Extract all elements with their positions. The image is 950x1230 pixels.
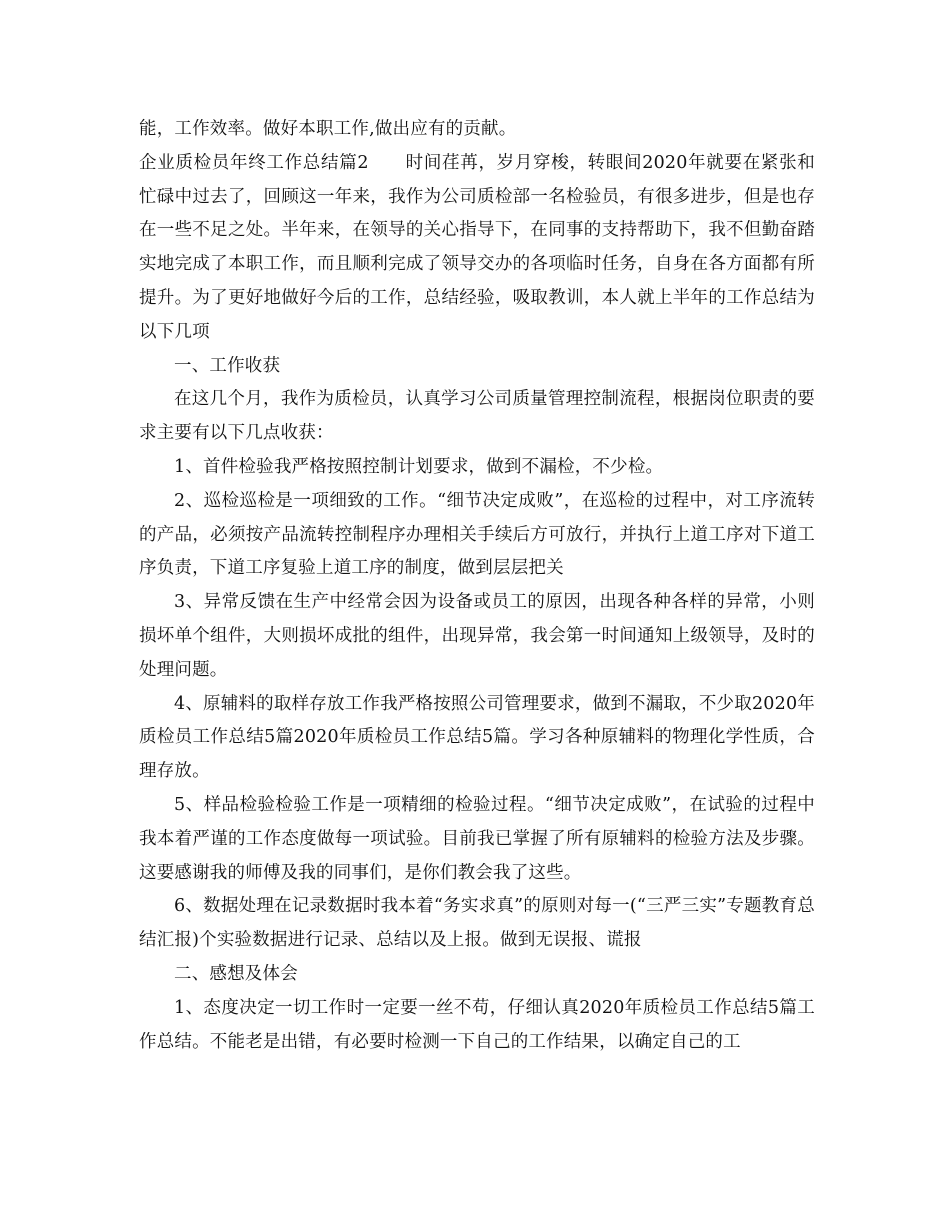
paragraph-1: 能，工作效率。做好本职工作,做出应有的贡献。: [139, 119, 517, 139]
list-item-6: 6、数据处理在记录数据时我本着“务实求真”的原则对每一(“三严三实”专题教育总结汇报)个实验数据进行记录、总结以及上报。做到无误报、谎报: [139, 896, 815, 951]
list-item-2: 2、巡检巡检是一项细致的工作。“细节决定成败”，在巡检的过程中，对工序流转的产品，必须按产品流转控制程序办理相关手续后方可放行，并执行上道工序对下道工序负责，下道工序复验上道工序的制度，做到层层把关: [139, 490, 815, 579]
paragraph-3: 在这几个月，我作为质检员，认真学习公司质量管理控制流程，根据岗位职责的要求主要有以下几点收获：: [139, 389, 815, 444]
section-heading-2: 二、感想及体会: [174, 963, 298, 984]
list-item-3: 3、异常反馈在生产中经常会因为设备或员工的原因，出现各种各样的异常，小则损坏单个组件，大则损坏成批的组件，出现异常，我会第一时间通知上级领导，及时的处理问题。: [139, 592, 815, 680]
list-item-4: 4、原辅料的取样存放工作我严格按照公司管理要求，做到不漏取，不少取2020年质检员工作总结5篇2020年质检员工作总结5篇。学习各种原辅料的物理化学性质，合理存放。: [139, 693, 815, 782]
list-item-7: 1、态度决定一切工作时一定要一丝不苟，仔细认真2020年质检员工作总结5篇工作总结。不能老是出错，有必要时检测一下自己的工作结果，以确定自己的工: [139, 997, 815, 1052]
section-heading-1: 一、工作收获: [174, 355, 281, 376]
list-item-5: 5、样品检验检验工作是一项精细的检验过程。“细节决定成败”，在试验的过程中我本着严谨的工作态度做每一项试验。目前我已掌握了所有原辅料的检验方法及步骤。这要感谢我的师傅及我的同事们，是你们教会我了这些。: [139, 794, 815, 883]
document-body: [139, 113, 815, 1059]
paragraph-2: 企业质检员年终工作总结篇2 时间荏苒，岁月穿梭，转眼间2020年就要在紧张和忙碌中过去了，回顾这一年来，我作为公司质检部一名检验员，有很多进步，但是也存在一些不足之处。半年来，在领导的关心指导下，在同事的支持帮助下，我不但勤奋踏实地完成了本职工作，而且顺利完成了领导交办的各项临时任务，自身在各方面都有所提升。为了更好地做好今后的工作，总结经验，吸取教训，本人就上半年的工作总结为以下几项: [139, 152, 815, 342]
list-item-1: 1、首件检验我严格按照控制计划要求，做到不漏检，不少检。: [174, 456, 664, 477]
